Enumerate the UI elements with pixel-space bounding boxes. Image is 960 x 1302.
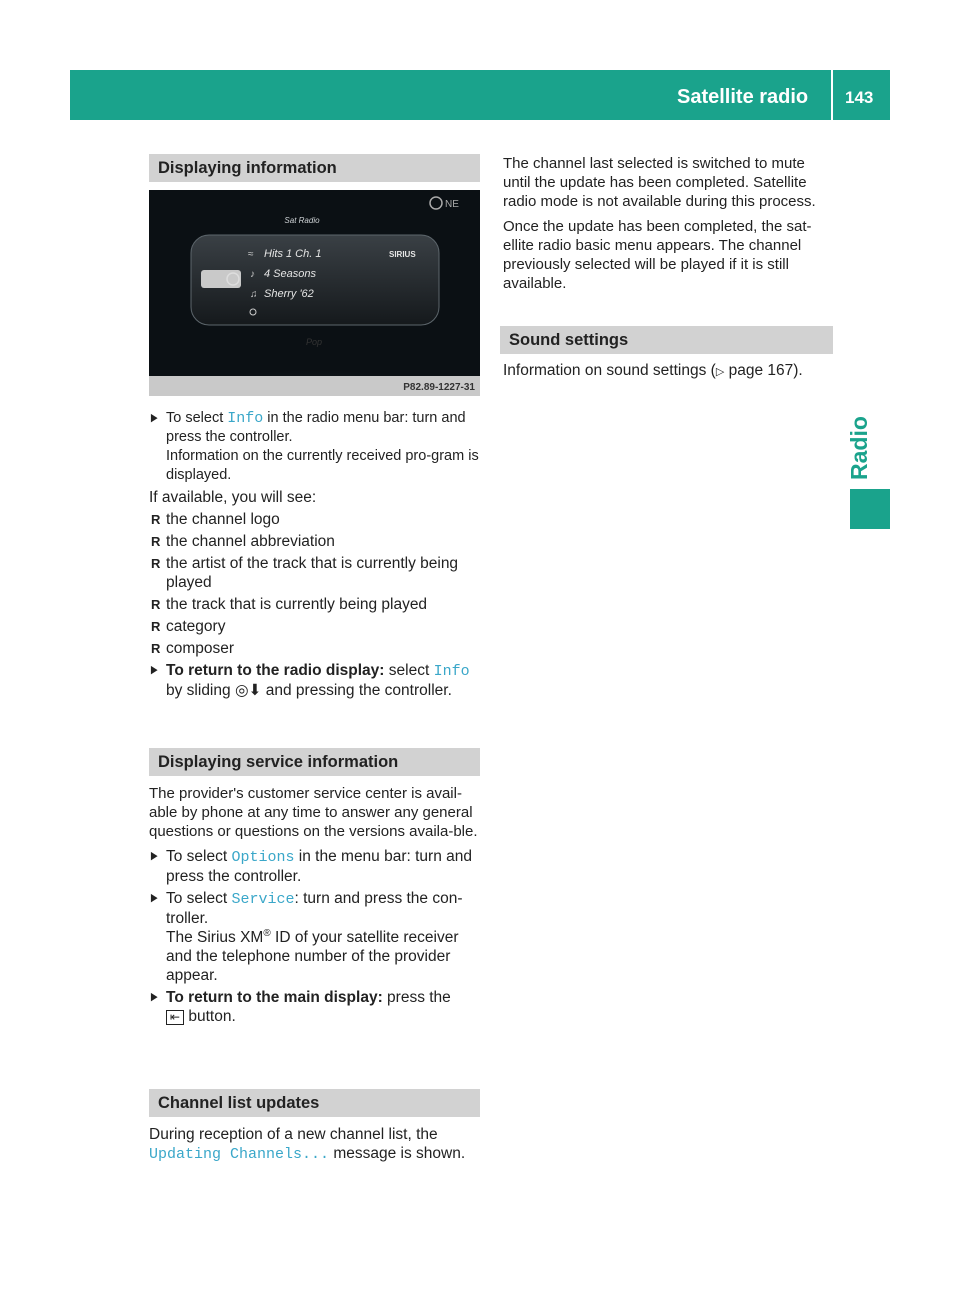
section-heading-displaying-information: Displaying information [149,154,480,182]
step-select-options: ▶ To select Options in the menu bar: turn and press the controller. [149,847,484,886]
code-info: Info [433,663,470,680]
screen-title: Sat Radio [284,216,320,225]
service-paragraph: The provider's customer service center is avail-able by phone at any time to answer any general questions or questions on the versions availa-ble. [149,785,478,840]
screen-menu-item-1: Hits 1 Ch. 1 [264,248,322,260]
code-options: Options [231,849,295,866]
displaying-information-body [149,409,484,700]
page-reference-arrow-icon: ▷ [715,366,725,378]
svg-text:♪: ♪ [250,269,255,280]
screen-bottom-label: Pop [305,337,323,347]
code-updating-channels: Updating Channels... [149,1146,330,1163]
image-caption: P82.89-1227-31 [403,382,475,393]
side-section-label: Radio [846,416,872,480]
radio-screenshot [149,190,480,396]
section-heading-channel-list-updates: Channel list updates [149,1089,480,1117]
step-select-info: ▶ To select Info in the radio menu bar: turn and press the controller. Information on the currently received pro-gram is displayed. [149,409,484,485]
section-heading-sound-settings: Sound settings [500,326,833,354]
right-column-body [503,154,835,293]
update-complete-paragraph: Once the update has been completed, the sat-ellite radio basic menu appears. The channel previously selected will be played if it is still available. [503,218,812,292]
channel-list-paragraph: During reception of a new channel list, the Updating Channels... message is shown. [149,1126,466,1163]
intro-text: If available, you will see: [149,489,317,506]
list-item: R the artist of the track that is currently being played [149,554,484,592]
list-item: R the channel abbreviation [149,532,484,551]
header-divider [831,70,833,120]
screen-logo: NE [445,199,459,210]
step-return-radio-display: ▶ To return to the radio display: select Info by sliding ◎⬇ and pressing the controller. [149,661,484,700]
step-return-main-display: ▶ To return to the main display: press the ⇤ button. [149,988,484,1026]
page-header-title: Satellite radio [677,86,809,108]
controller-slide-icon: ◎⬇ [234,682,262,699]
list-item: R category [149,617,484,636]
svg-text:≈: ≈ [248,249,254,260]
radio-display-illustration [149,190,480,376]
list-item: R the track that is currently being played [149,595,484,614]
section-heading-service-information: Displaying service information [149,748,480,776]
side-section-tab [850,489,890,529]
screen-sirius-brand: SIRIUS [389,250,416,259]
screen-menu-item-3: Sherry '62 [264,288,314,300]
back-button-icon: ⇤ [166,1010,184,1025]
channel-list-updates-body [149,1125,484,1164]
code-service: Service [231,891,295,908]
list-item: R the channel logo [149,510,484,529]
list-item: R composer [149,639,484,658]
page-number: 143 [845,88,874,107]
svg-text:♫: ♫ [250,289,258,300]
sound-settings-paragraph: Information on sound settings (▷ page 167). [503,362,803,379]
screen-menu-item-2: 4 Seasons [264,268,316,280]
update-mute-paragraph: The channel last selected is switched to mute until the update has been completed. Satellite radio mode is not available during this process. [503,155,816,210]
service-information-body [149,784,484,1026]
sound-settings-body [503,361,835,382]
step-select-service: ▶ To select Service: turn and press the con-troller. The Sirius XM® ID of your satellite receiver and the telephone number of the provider appear. [149,889,484,985]
code-info: Info [227,410,264,427]
